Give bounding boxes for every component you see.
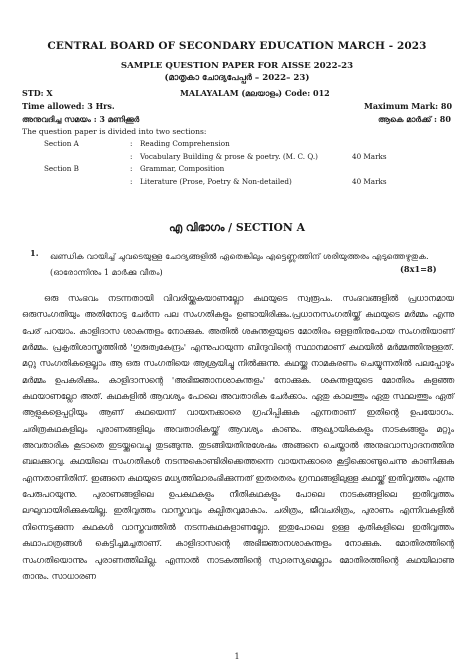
subject-code: MALAYALAM (മലയാളം) Code: 012 [180, 88, 330, 98]
section-separator: : [130, 139, 133, 148]
section-b-item-1: Grammar, Composition [140, 164, 225, 173]
time-allowed: Time allowed: 3 Hrs. [22, 101, 115, 111]
passage-paragraph: ഒരു സംഭവം നടന്നതായി വിവരിയ്ക്കുകയാണല്ലോ കഥയുടെ സ്വരൂപം. സംഭവങ്ങളിൽ പ്രധാനമായ ഒരുസംഗതിയും അതിനോടു ചേർന്ന പല സംഗതികളും ഉണ്ടായിരിക്കും.പ്രധാനസംഗതിയ്ക്ക് കഥയുടെ മർമ്മം എന്നു പേര് പറയാം. കാളിദാസ ശാകുന്തളം നോക്കുക. അതിൽ ശകുന്തളയുടെ മോതിരം ഒളളതിനുപോയ സംഗതിയാണ് മർമ്മം. പ്രകൃതിശാസ്ത്രത്തിൽ 'ഗുരുത്വകേന്ദ്രം' എന്നുപറയുന്ന ബിന്ദുവിന്റെ സ്ഥാനമാണ് കഥയിൽ മർമ്മത്തിനുള്ളത്. മറ്റു സംഗതികളെല്ലാം ആ ഒരു സംഗതിയെ ആശ്രയിച്ചു നിൽക്കുന്നു. കഥയ്ക്കു നാമകരണം ചെയ്യുന്നതിൽ പലപ്പോഴും മർമ്മം ഉപകരിക്കും. കാളിദാസന്റെ 'അഭിജ്ഞാനശാകുന്തളം' നോക്കുക. ശകുന്തളയുടെ മോതിരം കളഞ്ഞ കഥയാണല്ലോ അത്. കഥകളിൽ ആവശ്യം പോലെ അവതാരിക ചേർക്കാം. ഏതു കാലത്തും ഏതു സ്ഥലത്തും ഏത് ആളുകളെപ്പറ്റിയും ആണ് കഥയെന്ന് വായനക്കാരെ ഗ്രഹിപ്പിക്കുക എന്നതാണ് ഇതിന്റെ ഉപയോഗം. ചരിത്രകഥകളിലും പുരാണങ്ങളിലും അവതാരികയ്ക്ക് ആവശ്യം കാണും. ആഖ്യായികകളും നാടകങ്ങളും മറ്റും അവതാരിക കൂടാതെ ഇടയ്ക്കുവെച്ചു തുടങ്ങുന്നു. തുടങ്ങിയതിനുശേഷം അങ്ങനെ ചെയ്താൽ അനുഭവാസ്വാദനത്തിനു ബലക്കുറവു. കഥയിലെ സംഗതികൾ നടന്നുകൊണ്ടിരിക്കെത്തന്നെ വായനക്കാരെ കൂട്ടിക്കൊണ്ടുചെന്നു കാണിക്കുക എന്നതാണിതിന്. ഇങ്ങനെ കഥയുടെ മധ്യത്തിലാരംഭിക്കുന്നത് ഇതരതരം ഗ്രന്ഥങ്ങളിലുള്ള കഥയ്ക്ക് ഇതിവൃത്തം എന്നു പേരുപറയുന്നു. പുരാണങ്ങളിലെ ഉപകഥകളും നീതികഥകളും പോലെ നാടകങ്ങളിലെ ഇതിവൃത്തം ലഘുവായിരിക്കുകയില്ല. ഇതിവൃത്തം വാസ്തവവും കല്പിതവുമാകാം. ചരിത്രം, ജീവചരിത്രം, പുരാണം എന്നിവകളിൽ നിന്നെടുക്കുന്ന കഥകൾ വാസ്തവത്തിൽ നടന്നകഥകളാണല്ലോ. ഇതുപോലെ ഉള്ള കൃതികളിലെ ഇതിവൃത്തം കഥാപാത്രങ്ങൾ കെട്ടിച്ചമച്ചതാണ്. കാളിദാസന്റെ അഭിജ്ഞാനശാകുന്തളം നോക്കുക. മോതിരത്തിന്റെ സംഗതിയൊന്നും പുരാണത്തിലില്ല. എന്നാൽ നാടകത്തിന്റെ സ്വാരസ്യമെല്ലാം മോതിരത്തിന്റെ കഥയിലാണു താനും. സാധാരണ [22, 293, 454, 581]
sample-paper-title: SAMPLE QUESTION PAPER FOR AISSE 2022-23 [120, 61, 354, 71]
section-a-label: Section A [44, 139, 79, 148]
section-separator: : [130, 152, 133, 161]
maximum-mark: Maximum Mark: 80 [364, 101, 453, 111]
question-number: 1. [30, 248, 39, 258]
sample-paper-title-malayalam: (മാതൃകാ ചോദ്യപേപ്പർ – 2022– 23) [164, 73, 310, 83]
section-separator: : [130, 177, 133, 186]
sections-intro: The question paper is divided into two sections: [22, 127, 207, 136]
section-a-heading: എ വിഭാഗം / SECTION A [169, 221, 305, 234]
std-label: STD: X [22, 88, 53, 98]
section-b-label: Section B [44, 164, 79, 173]
time-allowed-malayalam: അനുവദിച്ച സമയം : 3 മണിക്കൂർ [22, 114, 140, 124]
section-separator: : [130, 164, 133, 173]
maximum-mark-malayalam: ആകെ മാർക്ക് : 80 [378, 114, 451, 124]
section-a-marks: 40 Marks [352, 152, 387, 161]
section-a-item-1: Reading Comprehension [140, 139, 230, 148]
question-instruction: ഖണ്ഡിക വായിച്ച് ചുവടെയുള്ള ചോദ്യങ്ങളിൽ ഏതെങ്കിലും എട്ടെണ്ണത്തിന് ശരിയുത്തരം എടുത്തെഴുതുക. (ഓരോന്നിനും 1 മാർക്കു വീതം) [50, 251, 429, 277]
question-marks: (8x1=8) [400, 264, 437, 274]
board-title: CENTRAL BOARD OF SECONDARY EDUCATION MARCH - 2023 [47, 40, 427, 52]
section-b-marks: 40 Marks [352, 177, 387, 186]
page-number: 1 [234, 652, 240, 661]
section-a-item-2: Vocabulary Building & prose & poetry. (M. C. Q.) [140, 152, 318, 161]
comprehension-passage [22, 290, 454, 584]
section-b-item-2: Literature (Prose, Poetry & Non-detailed) [140, 177, 292, 186]
